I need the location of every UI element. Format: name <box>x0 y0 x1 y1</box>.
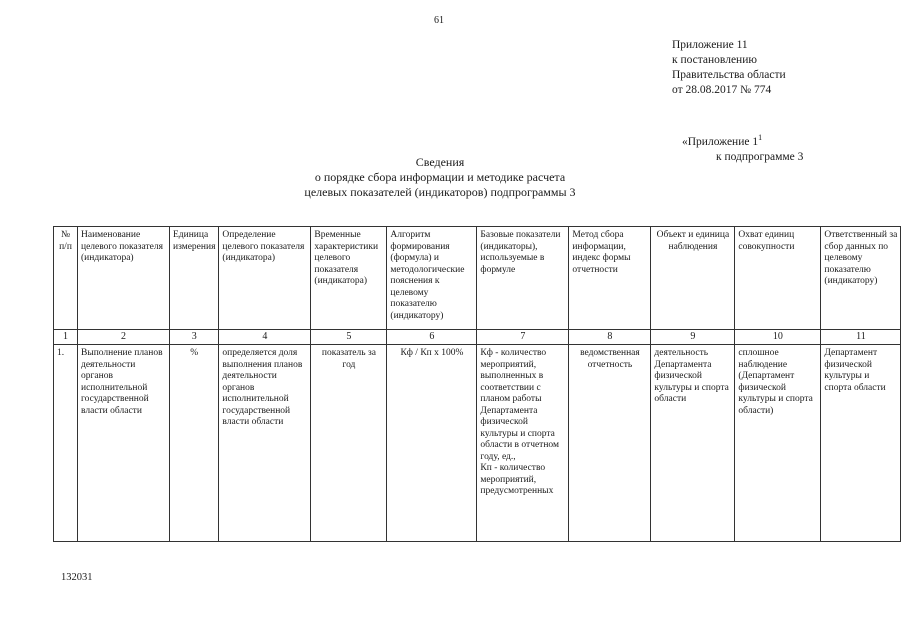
footer-code: 132031 <box>61 572 93 583</box>
column-number: 7 <box>477 330 569 345</box>
table-cell: деятельность Департамента физической культуры и спорта области <box>651 345 735 542</box>
title-line: о порядке сбора информации и методике расчета <box>314 170 566 184</box>
table-cell: Кф / Кп х 100% <box>387 345 477 542</box>
sub-appendix-sup: 1 <box>758 133 763 142</box>
table-cell: 1. <box>54 345 78 542</box>
title-line: Сведения <box>415 155 465 169</box>
appendix-line: Приложение 11 <box>672 39 748 51</box>
appendix-line: к постановлению <box>672 54 757 66</box>
column-number: 3 <box>170 330 219 345</box>
document-title <box>250 155 630 200</box>
column-number: 2 <box>78 330 170 345</box>
header-cell: Определение целевого показателя (индикатора) <box>219 227 311 330</box>
sub-appendix-block <box>682 130 803 165</box>
table-cell: % <box>170 345 219 542</box>
header-cell: Базовые показатели (индикаторы), используемые в формуле <box>477 227 569 330</box>
header-cell: Метод сбора информации, индекс формы отчетности <box>569 227 651 330</box>
appendix-line: Правительства области <box>672 69 786 81</box>
header-cell: Ответственный за сбор данных по целевому показателю (индикатору) <box>821 227 901 330</box>
column-number: 11 <box>821 330 901 345</box>
column-number: 5 <box>311 330 387 345</box>
header-cell: Временные характеристики целевого показателя (индикатора) <box>311 227 387 330</box>
column-number: 6 <box>387 330 477 345</box>
column-number: 10 <box>735 330 821 345</box>
column-number: 9 <box>651 330 735 345</box>
table-cell: сплошное наблюдение (Департамент физической культуры и спорта области) <box>735 345 821 542</box>
column-number: 8 <box>569 330 651 345</box>
header-cell: Наименование целевого показателя (индикатора) <box>78 227 170 330</box>
table-header-row <box>54 227 901 330</box>
table-cell: Департамент физической культуры и спорта области <box>821 345 901 542</box>
column-number: 4 <box>219 330 311 345</box>
column-number-row <box>54 330 901 345</box>
indicators-table <box>53 226 901 542</box>
sub-appendix-line: к подпрограмме 3 <box>716 150 804 163</box>
title-line: целевых показателей (индикаторов) подпрограммы 3 <box>304 185 576 199</box>
table-row <box>54 345 901 542</box>
header-cell: Алгоритм формирования (формула) и методологические пояснения к целевому показателю (индикатору) <box>387 227 477 330</box>
table-cell: Кф - количество мероприятий, выполненных в соответствии с планом работы Департамента физической культуры и спорта области в отчетном году, ед., Кп - количество мероприятий, предусмотренных <box>477 345 569 542</box>
table-cell: ведомственная отчетность <box>569 345 651 542</box>
appendix-line: от 28.08.2017 № 774 <box>672 84 772 96</box>
header-cell: № п/п <box>54 227 78 330</box>
header-cell: Единица измерения <box>170 227 219 330</box>
table-cell: определяется доля выполнения планов деятельности органов исполнительной государственной власти области <box>219 345 311 542</box>
table-cell: Выполнение планов деятельности органов исполнительной государственной власти области <box>78 345 170 542</box>
table-cell: показатель за год <box>311 345 387 542</box>
header-cell: Объект и единица наблюдения <box>651 227 735 330</box>
column-number: 1 <box>54 330 78 345</box>
header-cell: Охват единиц совокупности <box>735 227 821 330</box>
sub-appendix-line: «Приложение 1 <box>682 135 759 148</box>
appendix-block <box>672 38 786 98</box>
page-number: 61 <box>434 15 444 26</box>
